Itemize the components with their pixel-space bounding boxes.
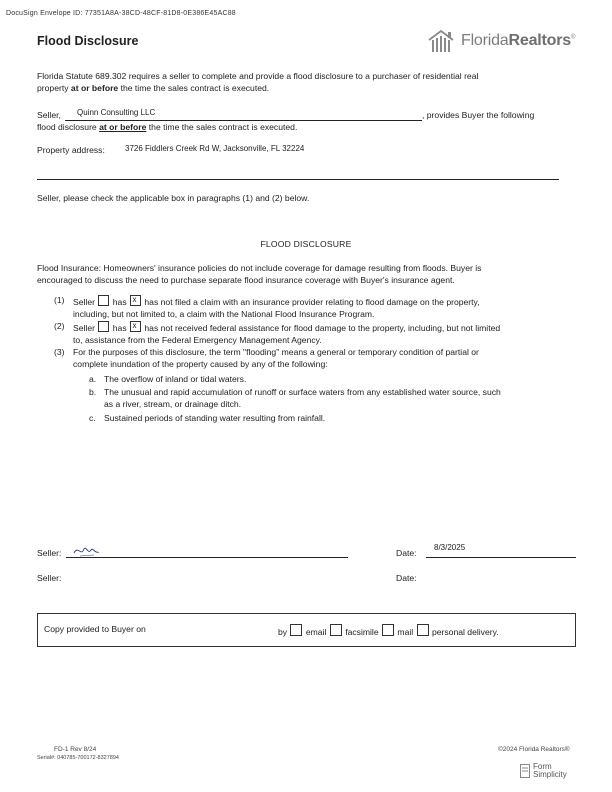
formsimplicity-logo: Form Simplicity [520, 760, 580, 782]
date1-line [426, 557, 576, 558]
copyright: ©2024 Florida Realtors® [498, 746, 570, 753]
florida-realtors-logo [426, 26, 586, 56]
property-address-field[interactable]: 3726 Fiddlers Creek Rd W, Jacksonville, FL 32224 [125, 144, 305, 153]
flooding-cause-b: b. The unusual and rapid accumulation of runoff or surface waters from any established water source, such as a river, stream, or drainage ditch. [89, 387, 501, 409]
realtors-house-icon [426, 28, 458, 54]
disclosure-item-2: (2) Seller has x has not received federal assistance for flood damage to the property, including, but not limited to, assistance from the Federal Emergency Management Agency. [54, 321, 566, 345]
docusign-envelope-id: DocuSign Envelope ID: 77351A8A-38CD-48CF-81D8-0E386E45AC88 [6, 10, 236, 17]
seller1-signature [72, 543, 102, 559]
seller-provides-text: , provides Buyer the following [422, 110, 535, 120]
date1-field[interactable]: 8/3/2025 [434, 543, 466, 552]
item2-has-checkbox[interactable] [98, 321, 109, 332]
facsimile-checkbox[interactable] [330, 624, 342, 636]
copy-provided-box [37, 613, 576, 647]
seller-statement: Seller, , provides Buyer the following flood disclosure at or before the time the sales contract is executed. [37, 110, 535, 132]
seller2-label: Seller: [37, 573, 62, 583]
delivery-method-options: by email facsimile mail personal delivery. [278, 624, 499, 639]
seller-name-field[interactable]: Quinn Consulting LLC [77, 108, 156, 117]
seller1-signature-line[interactable] [66, 557, 348, 558]
statute-intro: Florida Statute 689.302 requires a seller to complete and provide a flood disclosure to a purchaser of residential real property at or before the time the sales contract is executed. [37, 71, 479, 93]
flood-disclosure-heading: FLOOD DISCLOSURE [260, 239, 352, 249]
mail-checkbox[interactable] [382, 624, 394, 636]
serial-number: Serial#: 040785-700172-8327894 [37, 755, 119, 761]
item1-has-not-checkbox[interactable] [130, 295, 141, 306]
seller1-label: Seller: [37, 548, 62, 558]
page-title: Flood Disclosure [37, 34, 139, 48]
disclosure-item-1: (1) Seller has x has not filed a claim with an insurance provider relating to flood damage on the property, including, but not limited to, a claim with the National Flood Insurance Program. [54, 295, 566, 319]
seller-label: Seller, [37, 110, 61, 120]
property-address-line [37, 179, 559, 180]
form-revision: FD-1 Rev 8/24 [54, 746, 97, 753]
personal-delivery-checkbox[interactable] [417, 624, 429, 636]
disclosure-item-3: (3) For the purposes of this disclosure, the term "flooding" means a general or temporary condition of partial or complete inundation of the property caused by any of the following: [54, 347, 479, 369]
instruction-text: Seller, please check the applicable box in paragraphs (1) and (2) below. [37, 193, 310, 203]
logo-wordmark: FloridaRealtors® [461, 32, 576, 49]
item1-has-checkbox[interactable] [98, 295, 109, 306]
flood-insurance-paragraph: Flood Insurance: Homeowners' insurance policies do not include coverage for damage resulting from floods. Buyer is encouraged to discuss the need to purchase separate flood insurance coverage with Buyer's insurance agent. [37, 263, 482, 285]
formsimplicity-icon [520, 764, 530, 778]
item2-has-not-checkbox[interactable] [130, 321, 141, 332]
seller-name-line [65, 120, 422, 121]
email-checkbox[interactable] [290, 624, 302, 636]
date1-label: Date: [396, 548, 417, 558]
property-address-label: Property address: [37, 145, 105, 155]
date2-label: Date: [396, 573, 417, 583]
copy-provided-label: Copy provided to Buyer on [44, 624, 146, 634]
